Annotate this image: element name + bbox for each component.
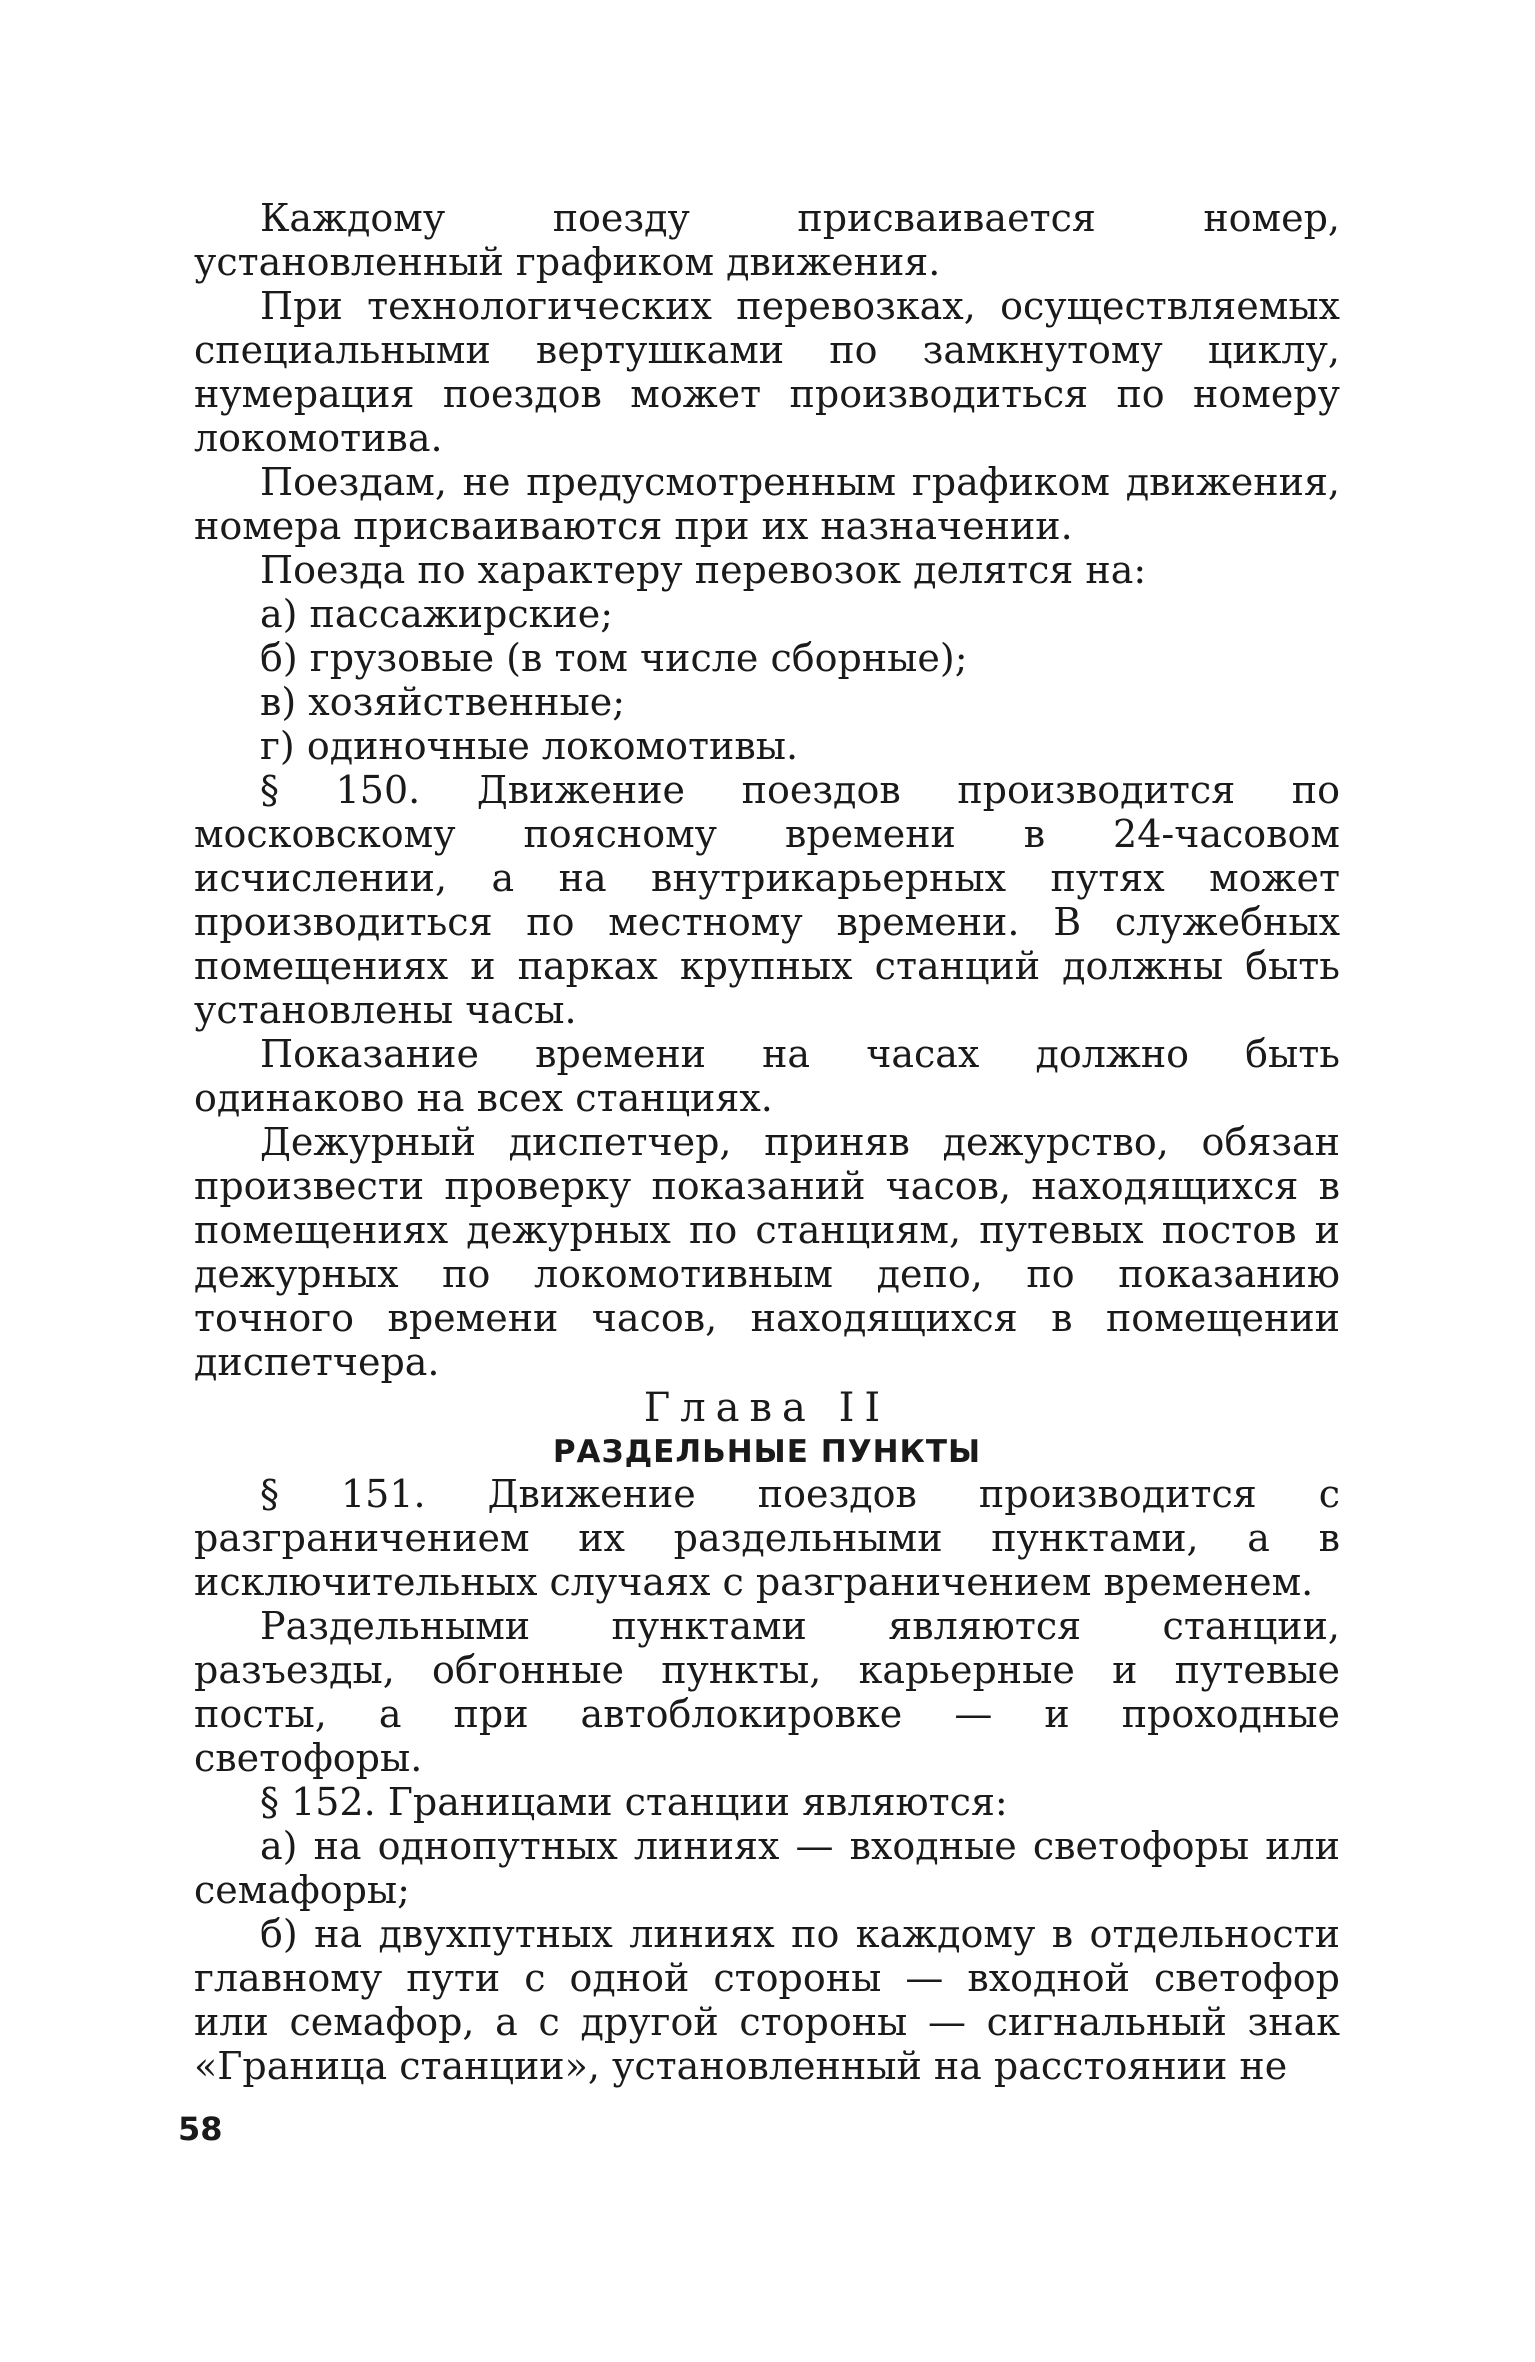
paragraph: Поезда по характеру перевозок делятся на: xyxy=(260,548,1147,592)
section-title: РАЗДЕЛЬНЫЕ ПУНКТЫ xyxy=(552,1434,982,1470)
paragraph: Поездам, не предусмотренным графиком движения, номера присваиваются при их назначении. xyxy=(194,460,1340,548)
list-item: а) на однопутных линиях — входные светофоры или семафоры; xyxy=(194,1824,1340,1912)
list-item: б) грузовые (в том числе сборные); xyxy=(260,636,968,680)
list-item: б) на двухпутных линиях по каждому в отдельности главному пути с одной стороны — входной светофор или семафор, а с другой стороны — сигнальный знак «Граница станции», установленный на расстоянии не xyxy=(194,1912,1340,2088)
paragraph: Дежурный диспетчер, приняв дежурство, обязан произвести проверку показаний часов, находящихся в помещениях дежурных по станциям, путевых постов и дежурных по локомотивным депо, по показанию точного времени часов, находящихся в помещении диспетчера. xyxy=(194,1120,1340,1384)
chapter-heading: Глава II xyxy=(643,1385,891,1431)
paragraph: § 150. Движение поездов производится по московскому поясному времени в 24-часовом исчислении, а на внутрикарьерных путях может производиться по местному времени. В служебных помещениях и парках крупных станций должны быть установлены часы. xyxy=(194,768,1340,1032)
page-body xyxy=(194,196,1340,2088)
paragraph: § 151. Движение поездов производится с разграничением их раздельными пунктами, а в исключительных случаях с разграничением временем. xyxy=(194,1472,1340,1604)
paragraph: § 152. Границами станции являются: xyxy=(260,1780,1008,1824)
list-item: г) одиночные локомотивы. xyxy=(260,724,799,768)
list-item: а) пассажирские; xyxy=(260,592,614,636)
paragraph: Раздельными пунктами являются станции, разъезды, обгонные пункты, карьерные и путевые посты, а при автоблокировке — и проходные светофоры. xyxy=(194,1604,1340,1780)
page-number: 58 xyxy=(178,2110,223,2148)
paragraph: Показание времени на часах должно быть одинаково на всех станциях. xyxy=(194,1032,1340,1120)
paragraph: При технологических перевозках, осуществляемых специальными вертушками по замкнутому циклу, нумерация поездов может производиться по номеру локомотива. xyxy=(194,284,1340,460)
paragraph: Каждому поезду присваивается номер, установленный графиком движения. xyxy=(194,196,1340,284)
list-item: в) хозяйственные; xyxy=(260,680,626,724)
